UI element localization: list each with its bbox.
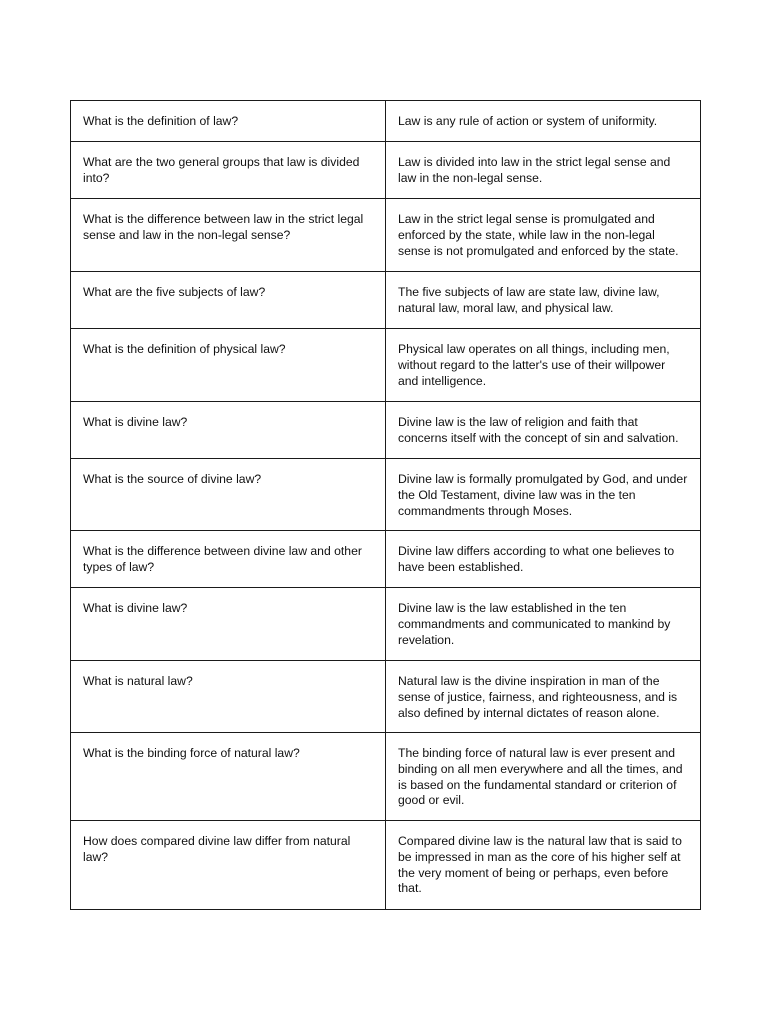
question-text: How does compared divine law differ from natural law? — [83, 834, 351, 864]
table-row — [71, 142, 701, 199]
answer-text: Law is divided into law in the strict legal sense and law in the non-legal sense. — [398, 155, 671, 185]
answer-text: Divine law is formally promulgated by God, and under the Old Testament, divine law was in the ten commandments through Moses. — [398, 472, 688, 518]
question-cell — [71, 733, 386, 821]
question-cell — [71, 661, 386, 733]
question-cell — [71, 459, 386, 531]
answer-cell — [386, 733, 701, 821]
answer-text: Compared divine law is the natural law that is said to be impressed in man as the core of his higher self at the very moment of being or perhaps, even before that. — [398, 834, 682, 896]
answer-text: Divine law differs according to what one believes to have been established. — [398, 544, 675, 574]
table-row — [71, 459, 701, 531]
answer-text: Law is any rule of action or system of uniformity. — [398, 114, 658, 128]
question-text: What is the difference between divine law and other types of law? — [83, 544, 362, 574]
answer-cell — [386, 272, 701, 329]
answer-cell — [386, 531, 701, 588]
answer-text: The five subjects of law are state law, divine law, natural law, moral law, and physical law. — [398, 285, 660, 315]
answer-cell — [386, 199, 701, 272]
question-text: What is natural law? — [83, 674, 193, 688]
question-text: What is divine law? — [83, 601, 188, 615]
table-row — [71, 199, 701, 272]
question-cell — [71, 588, 386, 661]
answer-text: Natural law is the divine inspiration in man of the sense of justice, fairness, and righteousness, and is also defined by internal dictates of reason alone. — [398, 674, 678, 720]
question-text: What is the binding force of natural law? — [83, 746, 300, 760]
question-text: What is the definition of law? — [83, 114, 239, 128]
answer-text: Divine law is the law of religion and faith that concerns itself with the concept of sin and salvation. — [398, 415, 679, 445]
answer-cell — [386, 459, 701, 531]
question-text: What is the difference between law in the strict legal sense and law in the non-legal sense? — [83, 212, 364, 242]
question-text: What is divine law? — [83, 415, 188, 429]
table-row — [71, 272, 701, 329]
question-text: What is the source of divine law? — [83, 472, 262, 486]
table-row — [71, 661, 701, 733]
question-cell — [71, 531, 386, 588]
table-row — [71, 733, 701, 821]
answer-cell — [386, 142, 701, 199]
question-cell — [71, 402, 386, 459]
question-text: What are the two general groups that law is divided into? — [83, 155, 360, 185]
table-row — [71, 821, 701, 910]
answer-cell — [386, 821, 701, 910]
table-row — [71, 531, 701, 588]
question-cell — [71, 142, 386, 199]
question-cell — [71, 101, 386, 142]
question-cell — [71, 272, 386, 329]
question-cell — [71, 821, 386, 910]
answer-text: Law in the strict legal sense is promulgated and enforced by the state, while law in the non-legal sense is not promulgated and enforced by the state. — [398, 212, 679, 258]
question-text: What is the definition of physical law? — [83, 342, 286, 356]
answer-cell — [386, 101, 701, 142]
qa-table — [70, 100, 701, 910]
table-row — [71, 402, 701, 459]
answer-cell — [386, 329, 701, 402]
question-cell — [71, 199, 386, 272]
table-row — [71, 588, 701, 661]
table-row — [71, 101, 701, 142]
question-cell — [71, 329, 386, 402]
answer-cell — [386, 661, 701, 733]
question-text: What are the five subjects of law? — [83, 285, 266, 299]
answer-text: Divine law is the law established in the ten commandments and communicated to mankind by revelation. — [398, 601, 671, 647]
answer-cell — [386, 402, 701, 459]
answer-cell — [386, 588, 701, 661]
answer-text: The binding force of natural law is ever present and binding on all men everywhere and all the times, and is based on the fundamental standard or criterion of good or evil. — [398, 746, 683, 808]
answer-text: Physical law operates on all things, including men, without regard to the latter's use of their willpower and intelligence. — [398, 342, 670, 388]
table-row — [71, 329, 701, 402]
